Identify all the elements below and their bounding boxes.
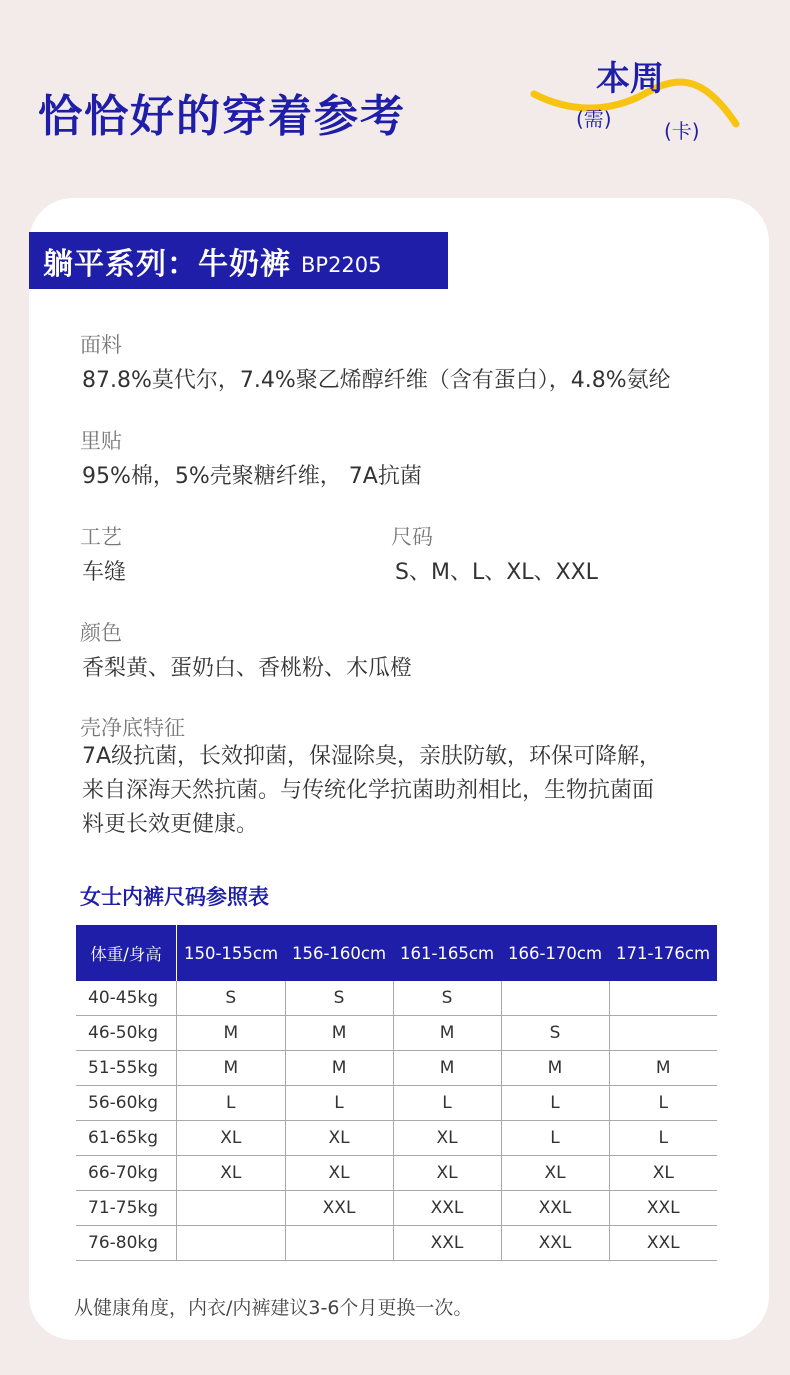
fabric-value: 87.8%莫代尔，7.4%聚乙烯醇纤维（含有蛋白），4.8%氨纶: [82, 368, 671, 393]
size-cell: XL: [501, 1156, 609, 1191]
weight-cell: 71-75kg: [76, 1191, 177, 1226]
size-cell: [501, 981, 609, 1016]
column-header: 156-160cm: [285, 925, 393, 981]
page-headline: 恰恰好的穿着参考: [38, 91, 406, 142]
size-cell: [177, 1226, 286, 1261]
size-cell: [609, 1016, 717, 1051]
size-cell: [285, 1226, 393, 1261]
table-row: [76, 1121, 717, 1156]
size-cell: XL: [177, 1156, 286, 1191]
size-cell: XXL: [393, 1226, 501, 1261]
series-banner: [29, 232, 448, 289]
table-row: [76, 981, 717, 1016]
table-header-row: [76, 925, 717, 981]
lining-value: 95%棉，5%壳聚糖纤维， 7A抗菌: [82, 464, 422, 489]
size-chart-table: [76, 925, 717, 1261]
size-cell: L: [177, 1086, 286, 1121]
size-cell: S: [177, 981, 286, 1016]
feature-line: 料更长效更健康。: [82, 812, 259, 837]
feature-line: 来自深海天然抗菌。与传统化学抗菌助剂相比，生物抗菌面: [82, 778, 655, 803]
logo-right-tag: (卡): [664, 119, 700, 143]
size-cell: S: [501, 1016, 609, 1051]
size-value: S、M、L、XL、XXL: [395, 560, 598, 585]
size-cell: XL: [285, 1121, 393, 1156]
column-header: 166-170cm: [501, 925, 609, 981]
craft-label: 工艺: [80, 525, 122, 549]
size-cell: M: [177, 1051, 286, 1086]
size-cell: XXL: [501, 1226, 609, 1261]
size-cell: M: [285, 1016, 393, 1051]
brand-logo: [528, 52, 743, 152]
logo-left-tag: (需): [576, 107, 612, 131]
size-cell: XL: [177, 1121, 286, 1156]
series-code: BP2205: [301, 252, 382, 277]
size-cell: L: [285, 1086, 393, 1121]
series-title: 躺平系列：牛奶裤: [43, 246, 291, 282]
column-header: 171-176cm: [609, 925, 717, 981]
size-chart-title: 女士内裤尺码参照表: [80, 885, 269, 909]
size-cell: XL: [609, 1156, 717, 1191]
column-header: 150-155cm: [177, 925, 286, 981]
weight-cell: 76-80kg: [76, 1226, 177, 1261]
logo-main-text: 本周: [596, 59, 664, 99]
color-value: 香梨黄、蛋奶白、香桃粉、木瓜橙: [82, 656, 413, 681]
size-cell: XL: [393, 1121, 501, 1156]
weight-cell: 46-50kg: [76, 1016, 177, 1051]
size-cell: L: [501, 1121, 609, 1156]
size-label: 尺码: [391, 525, 433, 549]
size-cell: M: [393, 1016, 501, 1051]
fabric-label: 面料: [80, 333, 122, 357]
feature-label: 壳净底特征: [80, 716, 185, 740]
weight-cell: 66-70kg: [76, 1156, 177, 1191]
size-cell: M: [609, 1051, 717, 1086]
size-cell: XXL: [609, 1191, 717, 1226]
footnote: 从健康角度，内衣/内裤建议3-6个月更换一次。: [74, 1297, 473, 1319]
table-row: [76, 1016, 717, 1051]
weight-cell: 61-65kg: [76, 1121, 177, 1156]
weight-cell: 40-45kg: [76, 981, 177, 1016]
size-cell: L: [609, 1086, 717, 1121]
column-header: 161-165cm: [393, 925, 501, 981]
size-cell: [177, 1191, 286, 1226]
logo-wave-graphic: [528, 52, 743, 152]
feature-description: [82, 740, 722, 842]
table-row: [76, 1156, 717, 1191]
size-cell: M: [285, 1051, 393, 1086]
size-cell: L: [501, 1086, 609, 1121]
lining-label: 里贴: [80, 429, 122, 453]
size-cell: XXL: [501, 1191, 609, 1226]
color-label: 颜色: [80, 621, 122, 645]
size-cell: XL: [285, 1156, 393, 1191]
table-row: [76, 1226, 717, 1261]
size-cell: S: [285, 981, 393, 1016]
size-cell: M: [177, 1016, 286, 1051]
size-cell: L: [393, 1086, 501, 1121]
weight-cell: 51-55kg: [76, 1051, 177, 1086]
corner-header: 体重/身高: [76, 925, 177, 981]
size-cell: XXL: [285, 1191, 393, 1226]
feature-line: 7A级抗菌，长效抑菌，保湿除臭，亲肤防敏，环保可降解，: [82, 744, 662, 769]
craft-value: 车缝: [82, 560, 127, 585]
size-cell: M: [393, 1051, 501, 1086]
weight-cell: 56-60kg: [76, 1086, 177, 1121]
table-row: [76, 1191, 717, 1226]
size-cell: [609, 981, 717, 1016]
size-cell: L: [609, 1121, 717, 1156]
size-cell: S: [393, 981, 501, 1016]
table-row: [76, 1051, 717, 1086]
table-row: [76, 1086, 717, 1121]
size-cell: XXL: [393, 1191, 501, 1226]
size-cell: XL: [393, 1156, 501, 1191]
size-cell: XXL: [609, 1226, 717, 1261]
size-cell: M: [501, 1051, 609, 1086]
